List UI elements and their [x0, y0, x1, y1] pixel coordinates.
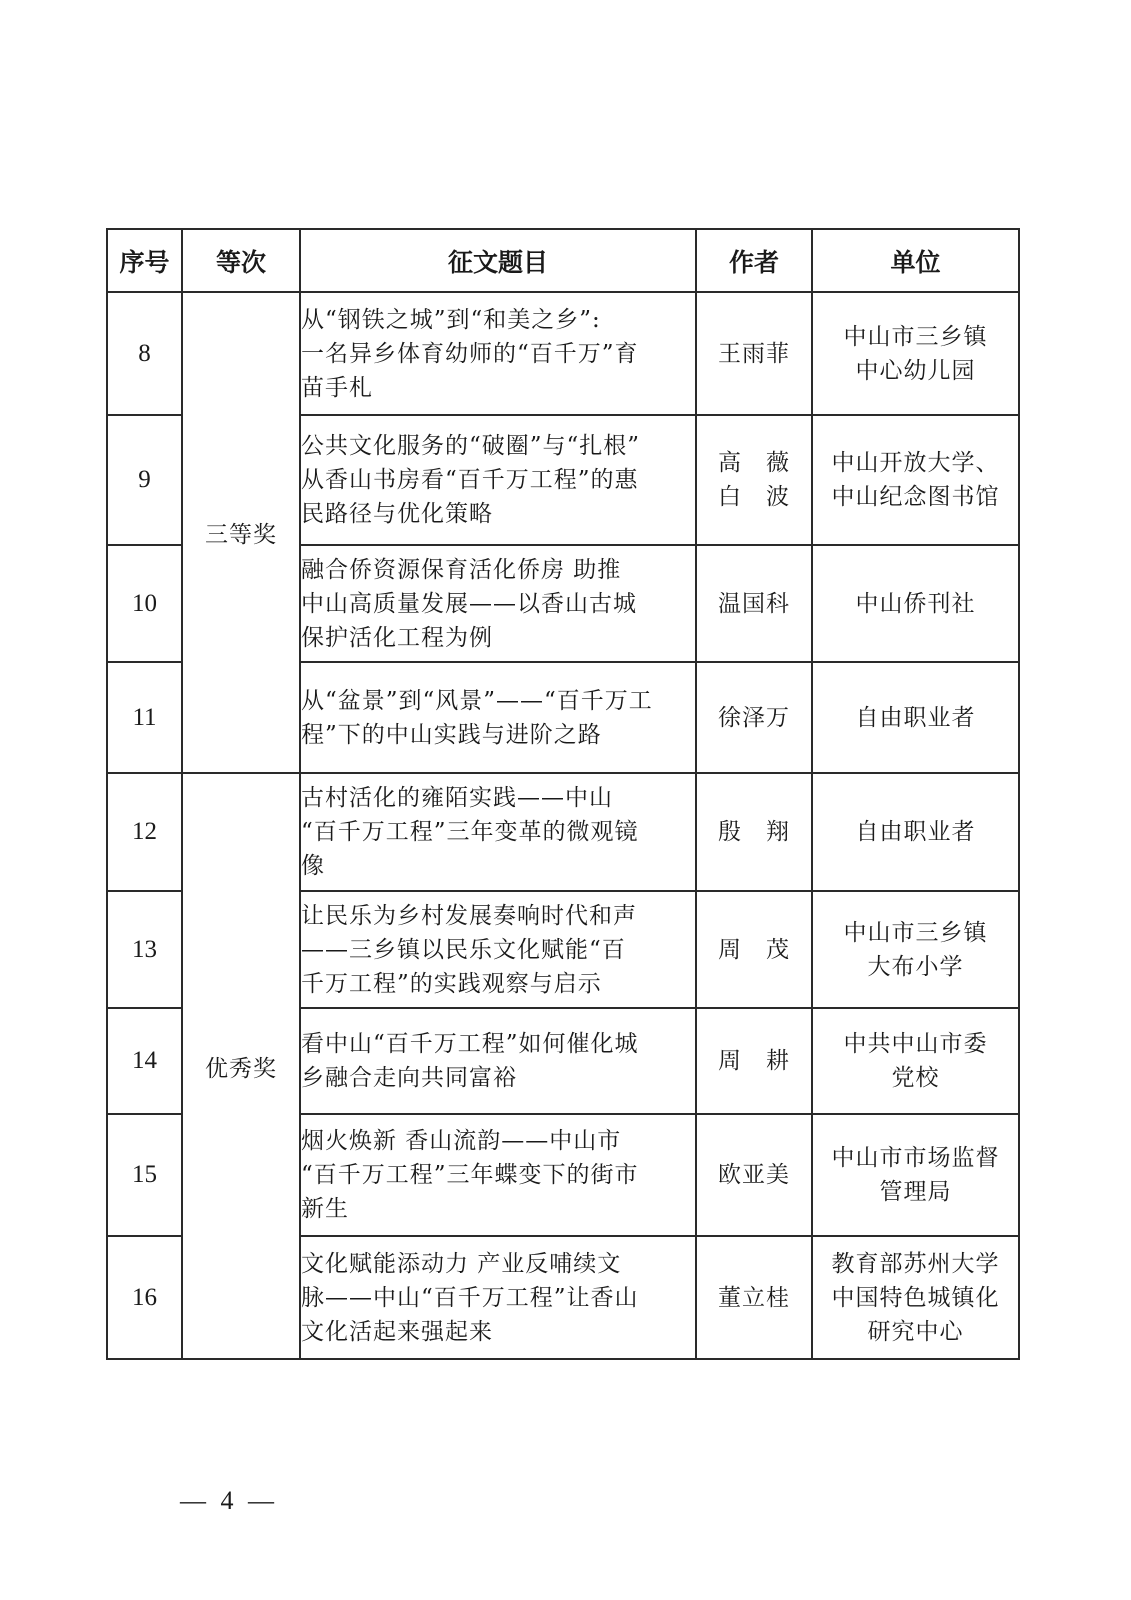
row-unit	[812, 415, 1019, 545]
row-unit	[812, 1236, 1019, 1359]
row-title	[300, 1008, 696, 1114]
author-name: 殷 翔	[718, 819, 790, 845]
author-name: 周 茂	[718, 936, 790, 963]
header-unit: 单位	[812, 229, 1019, 292]
title-line: 公共文化服务的“破圈”与“扎根”	[301, 433, 641, 459]
title-line: 民路径与优化策略	[301, 501, 493, 527]
row-author	[696, 292, 812, 415]
row-title	[300, 773, 696, 891]
row-seq: 10	[107, 545, 182, 662]
author-name: 高 薇	[718, 450, 790, 476]
title-line: 一名异乡体育幼师的“百千万”育	[301, 340, 639, 367]
author-name: 周 耕	[718, 1048, 790, 1074]
unit-line: 大布小学	[867, 953, 964, 980]
row-title	[300, 662, 696, 773]
header-grade: 等次	[182, 229, 300, 292]
title-line: 脉——中山“百千万工程”让香山	[301, 1284, 639, 1311]
table-row	[107, 773, 1019, 891]
row-seq: 9	[107, 415, 182, 545]
grade-cell: 三等奖	[182, 292, 300, 773]
author-name: 王雨菲	[718, 340, 790, 367]
unit-line: 管理局	[879, 1179, 952, 1205]
row-title	[300, 1114, 696, 1236]
unit-line: 中国特色城镇化	[831, 1284, 1000, 1311]
title-line: 烟火焕新 香山流韵——中山市	[301, 1128, 622, 1154]
row-unit	[812, 662, 1019, 773]
row-unit	[812, 773, 1019, 891]
row-seq: 13	[107, 891, 182, 1008]
unit-line: 教育部苏州大学	[831, 1250, 1000, 1277]
table-row	[107, 292, 1019, 415]
unit-line: 中山侨刊社	[855, 590, 976, 617]
title-line: 从香山书房看“百千万工程”的惠	[301, 467, 639, 493]
row-seq: 8	[107, 292, 182, 415]
header-author: 作者	[696, 229, 812, 292]
unit-line: 中山市三乡镇	[843, 919, 988, 946]
title-line: ——三乡镇以民乐文化赋能“百	[301, 936, 626, 963]
header-title: 征文题目	[300, 229, 696, 292]
title-line: 古村活化的雍陌实践——中山	[301, 785, 613, 811]
row-author	[696, 1236, 812, 1359]
title-line: 让民乐为乡村发展奏响时代和声	[301, 902, 637, 929]
title-line: 中山高质量发展——以香山古城	[301, 590, 637, 617]
row-unit	[812, 891, 1019, 1008]
title-line: 乡融合走向共同富裕	[301, 1065, 517, 1091]
author-name: 欧亚美	[718, 1162, 790, 1188]
author-name: 董立桂	[718, 1284, 790, 1311]
row-title	[300, 415, 696, 545]
title-line: 程”下的中山实践与进阶之路	[301, 721, 602, 748]
row-title	[300, 292, 696, 415]
header-seq: 序号	[107, 229, 182, 292]
unit-line: 中山开放大学、	[831, 450, 1000, 476]
row-unit	[812, 1008, 1019, 1114]
unit-line: 中山市三乡镇	[843, 323, 988, 350]
page-number: — 4 —	[180, 1486, 278, 1515]
unit-line: 自由职业者	[855, 704, 976, 731]
unit-line: 中共中山市委	[843, 1031, 988, 1057]
header-row	[107, 229, 1019, 292]
row-title	[300, 1236, 696, 1359]
row-seq: 12	[107, 773, 182, 891]
row-author	[696, 545, 812, 662]
row-author	[696, 773, 812, 891]
row-title	[300, 545, 696, 662]
title-line: 千万工程”的实践观察与启示	[301, 970, 602, 997]
row-author	[696, 662, 812, 773]
unit-line: 研究中心	[867, 1318, 964, 1345]
title-line: 文化赋能添动力 产业反哺续文	[301, 1250, 622, 1277]
row-unit	[812, 292, 1019, 415]
author-name: 白 波	[718, 484, 790, 510]
row-author	[696, 1114, 812, 1236]
row-seq: 14	[107, 1008, 182, 1114]
title-line: 保护活化工程为例	[301, 624, 493, 651]
row-unit	[812, 1114, 1019, 1236]
title-line: 文化活起来强起来	[301, 1318, 493, 1345]
row-unit	[812, 545, 1019, 662]
author-name: 温国科	[718, 590, 790, 617]
title-line: 看中山“百千万工程”如何催化城	[301, 1031, 639, 1057]
unit-line: 自由职业者	[855, 819, 976, 845]
table-body	[107, 292, 1019, 1359]
title-line: 从“钢铁之城”到“和美之乡”:	[301, 306, 601, 333]
title-line: 苗手札	[301, 374, 373, 401]
row-seq: 11	[107, 662, 182, 773]
row-author	[696, 415, 812, 545]
row-seq: 15	[107, 1114, 182, 1236]
author-name: 徐泽万	[718, 704, 790, 731]
row-seq: 16	[107, 1236, 182, 1359]
award-table	[106, 228, 1020, 1360]
unit-line: 中山纪念图书馆	[831, 484, 1000, 510]
title-line: 从“盆景”到“风景”——“百千万工	[301, 687, 653, 714]
title-line: 新生	[301, 1196, 349, 1222]
unit-line: 中山市市场监督	[831, 1145, 1000, 1171]
title-line: “百千万工程”三年蝶变下的街市	[301, 1162, 639, 1188]
title-line: 像	[301, 853, 325, 879]
row-title	[300, 891, 696, 1008]
unit-line: 党校	[891, 1065, 940, 1091]
title-line: “百千万工程”三年变革的微观镜	[301, 819, 639, 845]
unit-line: 中心幼儿园	[855, 357, 976, 384]
row-author	[696, 891, 812, 1008]
grade-cell: 优秀奖	[182, 773, 300, 1359]
row-author	[696, 1008, 812, 1114]
title-line: 融合侨资源保育活化侨房 助推	[301, 556, 622, 583]
